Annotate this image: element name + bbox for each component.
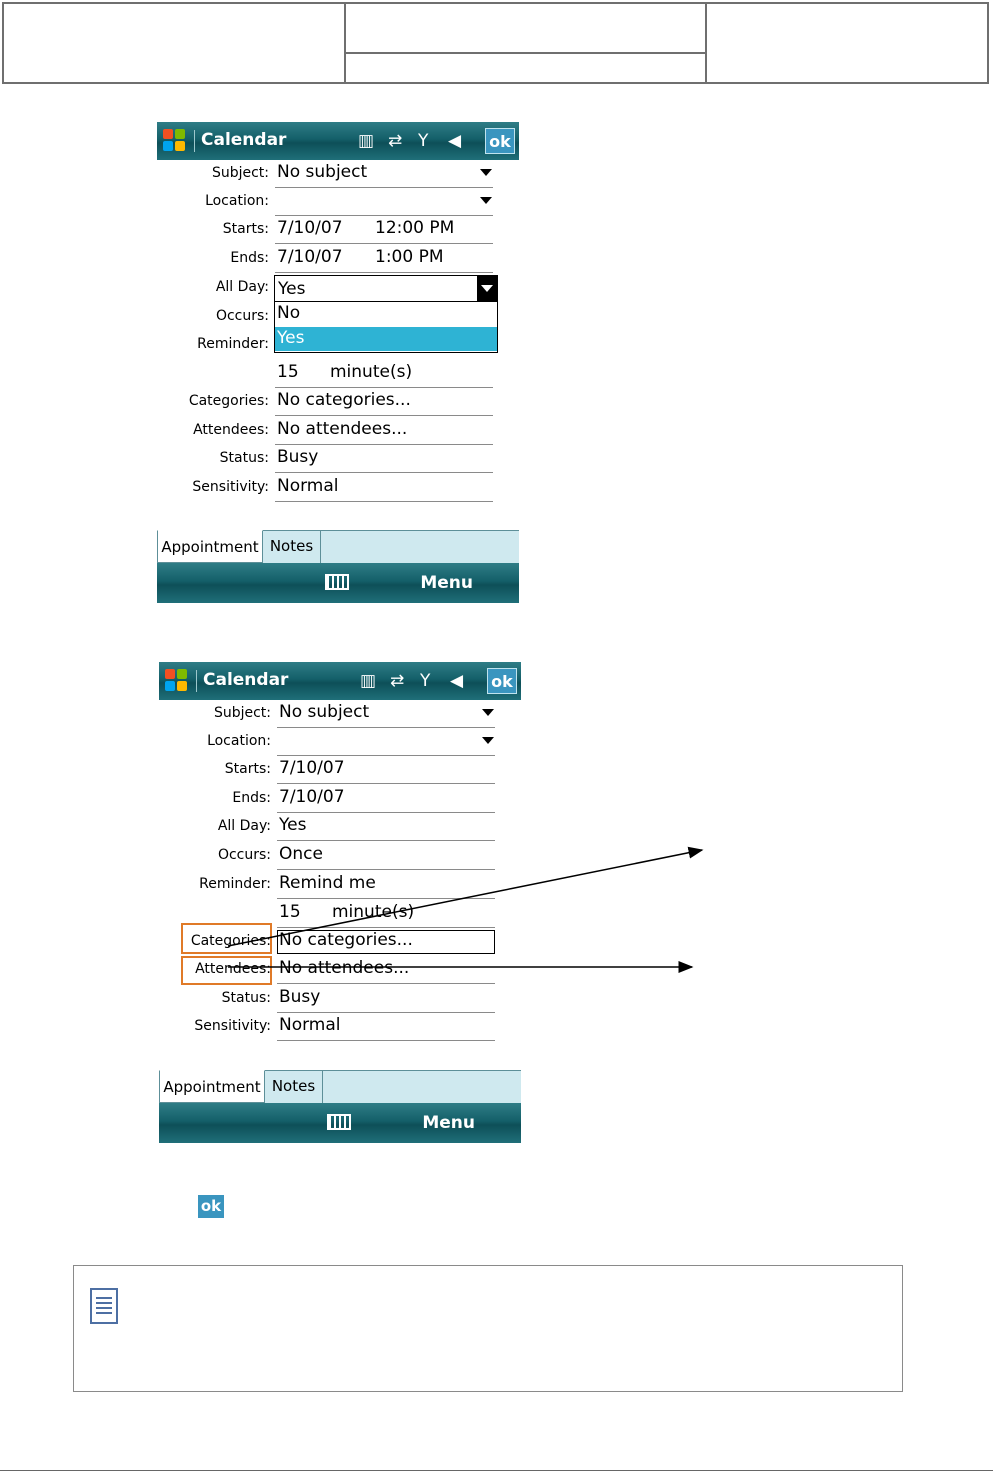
note-document-icon xyxy=(90,1288,118,1324)
menu-button[interactable]: Menu xyxy=(420,573,473,593)
sensitivity-label: Sensitivity: xyxy=(194,1018,271,1034)
tab-appointment[interactable]: Appointment xyxy=(159,1070,265,1103)
starts-label: Starts: xyxy=(222,221,269,237)
status-value[interactable]: Busy xyxy=(277,447,319,467)
occurs-label: Occurs: xyxy=(215,308,269,324)
location-label: Location: xyxy=(207,733,271,749)
categories-value[interactable]: No categories... xyxy=(277,390,411,410)
tab-appointment[interactable]: Appointment xyxy=(157,530,263,563)
reminder-unit[interactable]: minute(s) xyxy=(332,902,415,922)
subject-label: Subject: xyxy=(211,165,269,181)
sync-arrows-icon[interactable]: ⇄ xyxy=(388,131,403,151)
signal-off-icon[interactable]: Y xyxy=(418,131,429,151)
ends-time[interactable]: 1:00 PM xyxy=(375,247,444,267)
categories-arrow xyxy=(228,850,702,946)
categories-label: Categories: xyxy=(190,933,271,949)
sensitivity-value[interactable]: Normal xyxy=(279,1015,341,1035)
starts-label: Starts: xyxy=(224,761,271,777)
subject-label: Subject: xyxy=(213,705,271,721)
menu-button[interactable]: Menu xyxy=(422,1113,475,1133)
allday-label: All Day: xyxy=(217,818,271,834)
occurs-label: Occurs: xyxy=(217,847,271,863)
reminder-unit[interactable]: minute(s) xyxy=(330,362,413,382)
ok-button-inline: ok xyxy=(198,1195,224,1218)
subject-value[interactable]: No subject xyxy=(277,162,368,182)
status-value[interactable]: Busy xyxy=(279,987,321,1007)
reminder-value[interactable]: Remind me xyxy=(279,873,376,893)
ends-date[interactable]: 7/10/07 xyxy=(279,787,345,807)
ends-date[interactable]: 7/10/07 xyxy=(277,247,343,267)
starts-time[interactable]: 12:00 PM xyxy=(375,218,455,238)
ends-label: Ends: xyxy=(232,790,271,806)
status-label: Status: xyxy=(221,990,271,1006)
sync-arrows-icon[interactable]: ⇄ xyxy=(390,671,405,691)
reminder-label: Reminder: xyxy=(199,876,271,892)
sim-card-icon[interactable]: ▥ xyxy=(360,671,377,691)
categories-value[interactable]: No categories... xyxy=(279,930,413,950)
dropdown-option-yes[interactable]: Yes xyxy=(275,327,497,351)
starts-date[interactable]: 7/10/07 xyxy=(277,218,343,238)
reminder-amount[interactable]: 15 xyxy=(279,902,301,922)
attendees-label: Attendees: xyxy=(195,961,271,977)
signal-off-icon[interactable]: Y xyxy=(420,671,431,691)
attendees-value[interactable]: No attendees... xyxy=(279,958,410,978)
sim-card-icon[interactable]: ▥ xyxy=(358,131,375,151)
tab-notes[interactable]: Notes xyxy=(263,530,321,563)
allday-value[interactable]: Yes xyxy=(279,815,307,835)
app-title: Calendar xyxy=(201,130,287,150)
sensitivity-value[interactable]: Normal xyxy=(277,476,339,496)
occurs-value[interactable]: Once xyxy=(279,844,323,864)
attendees-label: Attendees: xyxy=(193,422,269,438)
note-box xyxy=(73,1265,903,1392)
dropdown-option-no[interactable]: No xyxy=(277,303,301,323)
ok-button[interactable]: ok xyxy=(487,668,517,694)
allday-selected-value: Yes xyxy=(278,279,306,299)
reminder-label: Reminder: xyxy=(197,336,269,352)
reminder-amount[interactable]: 15 xyxy=(277,362,299,382)
starts-date[interactable]: 7/10/07 xyxy=(279,758,345,778)
subject-value[interactable]: No subject xyxy=(279,702,370,722)
tab-notes[interactable]: Notes xyxy=(265,1070,323,1103)
ends-label: Ends: xyxy=(230,250,269,266)
categories-label: Categories: xyxy=(188,393,269,409)
footer-rule xyxy=(0,1470,993,1471)
sensitivity-label: Sensitivity: xyxy=(192,479,269,495)
attendees-value[interactable]: No attendees... xyxy=(277,419,408,439)
app-title: Calendar xyxy=(203,670,289,690)
ok-button[interactable]: ok xyxy=(485,128,515,154)
status-label: Status: xyxy=(219,450,269,466)
speaker-icon[interactable]: ◀ xyxy=(450,671,464,691)
allday-label: All Day: xyxy=(215,279,269,295)
location-label: Location: xyxy=(205,193,269,209)
speaker-icon[interactable]: ◀ xyxy=(448,131,462,151)
